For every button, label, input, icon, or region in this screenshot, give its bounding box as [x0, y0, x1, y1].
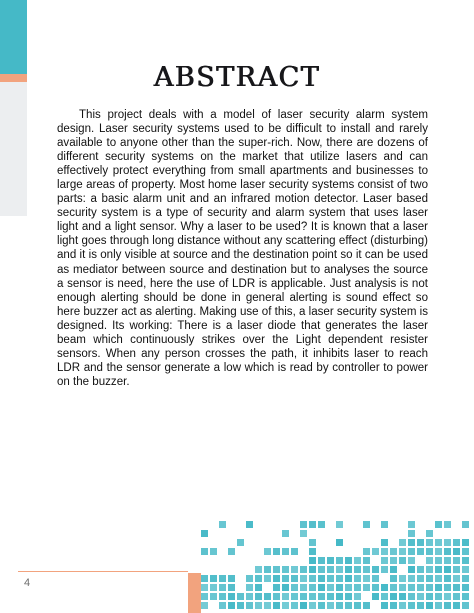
pixel-square — [309, 548, 316, 555]
pixel-square — [273, 584, 280, 591]
pixel-square — [444, 566, 451, 573]
pixel-square — [210, 575, 217, 582]
pixel-square — [210, 584, 217, 591]
pixel-square — [219, 584, 226, 591]
pixel-square — [408, 593, 415, 600]
pixel-square — [291, 575, 298, 582]
pixel-square — [282, 584, 289, 591]
pixel-square — [462, 602, 469, 609]
pixel-square — [399, 557, 406, 564]
pixel-square — [363, 548, 370, 555]
pixel-square — [309, 521, 316, 528]
pixel-square — [336, 566, 343, 573]
pixel-square — [354, 584, 361, 591]
pixel-square — [291, 584, 298, 591]
pixel-square — [417, 584, 424, 591]
pixel-square — [201, 584, 208, 591]
pixel-square — [354, 602, 361, 609]
pixel-square — [381, 521, 388, 528]
pixel-square — [219, 602, 226, 609]
pixel-square — [309, 593, 316, 600]
pixel-square — [327, 602, 334, 609]
abstract-body: This project deals with a model of laser security alarm system design. Laser security systems used to be difficult to install and rarely available to anyone other than the super-rich. Now, there are dozens of different security systems on the market that utilize lasers and can effectively protect everything from small apartments and businesses to large areas of property. Most home laser security systems consist of two parts: a basic alarm unit and an infrared motion detector. Laser based security system is a type of security and alarm system that uses laser light and a light sensor. Why a laser to be used? It is known that a laser light goes through long distance without any scattering effect (disturbing) and it is only visible at source and the destination point so it can be used as mediator between source and destination but to analyses the source a sensor is need, here the use of LDR is applicable. Just analysis is not enough alerting should be done in general alerting is sound effect so here buzzer act as alerting. Making use of this, a laser security system is designed. Its working: There is a laser diode that generates the laser beam which continuously strikes over the Light dependent resister sensors. When any person crosses the path, it inhibits laser to reach LDR and the sensor generate a low which is read by controller to power on the buzzer. — [57, 109, 428, 388]
pixel-square — [372, 575, 379, 582]
footer-divider — [18, 571, 188, 572]
pixel-square — [345, 566, 352, 573]
pixel-square — [336, 521, 343, 528]
pixel-square — [399, 575, 406, 582]
pixel-square — [417, 539, 424, 546]
pixel-square — [345, 557, 352, 564]
pixel-square — [318, 584, 325, 591]
pixel-square — [201, 548, 208, 555]
pixel-square — [219, 521, 226, 528]
pixel-square — [246, 575, 253, 582]
pixel-square — [246, 521, 253, 528]
pixel-square — [417, 548, 424, 555]
pixel-square — [345, 602, 352, 609]
pixel-square — [210, 548, 217, 555]
pixel-square — [363, 557, 370, 564]
pixel-square — [255, 566, 262, 573]
pixel-square — [381, 566, 388, 573]
pixel-square — [417, 593, 424, 600]
pixel-square — [381, 584, 388, 591]
pixel-square — [210, 593, 217, 600]
pixel-square — [399, 584, 406, 591]
pixel-square — [363, 566, 370, 573]
page-number: 4 — [24, 577, 31, 589]
pixel-square — [435, 602, 442, 609]
pixel-square — [462, 548, 469, 555]
pixel-square — [327, 593, 334, 600]
pixel-square — [435, 584, 442, 591]
pixel-square — [309, 539, 316, 546]
pixel-square — [390, 557, 397, 564]
pixel-square — [318, 575, 325, 582]
pixel-square — [408, 539, 415, 546]
pixel-square — [354, 566, 361, 573]
pixel-square — [264, 602, 271, 609]
pixel-square — [435, 557, 442, 564]
pixel-square — [462, 593, 469, 600]
pixel-square — [426, 539, 433, 546]
pixel-square — [300, 521, 307, 528]
pixel-square — [462, 566, 469, 573]
pixel-square — [291, 548, 298, 555]
pixel-square — [390, 584, 397, 591]
pixel-square — [444, 584, 451, 591]
pixel-square — [354, 557, 361, 564]
pixel-square — [264, 593, 271, 600]
pixel-square — [300, 575, 307, 582]
pixel-square — [390, 566, 397, 573]
pixel-square — [381, 548, 388, 555]
pixel-square — [300, 593, 307, 600]
pixel-square — [336, 602, 343, 609]
pixel-square — [318, 566, 325, 573]
pixel-square — [390, 602, 397, 609]
pixel-square — [264, 548, 271, 555]
pixel-square — [345, 584, 352, 591]
pixel-square — [255, 575, 262, 582]
pixel-square — [408, 521, 415, 528]
pixel-square — [273, 602, 280, 609]
pixel-square — [435, 593, 442, 600]
pixel-square — [435, 548, 442, 555]
pixel-square — [291, 602, 298, 609]
pixel-square — [309, 566, 316, 573]
pixel-square — [372, 566, 379, 573]
pixel-square — [453, 584, 460, 591]
pixel-square — [201, 602, 208, 609]
pixel-square — [453, 602, 460, 609]
pixel-square — [246, 602, 253, 609]
pixel-square — [246, 593, 253, 600]
pixel-square — [426, 593, 433, 600]
pixel-square — [282, 602, 289, 609]
pixel-square — [318, 593, 325, 600]
pixel-square — [273, 593, 280, 600]
pixel-square — [345, 575, 352, 582]
pixel-square — [435, 521, 442, 528]
pixel-square — [318, 602, 325, 609]
pixel-square — [228, 548, 235, 555]
pixel-square — [363, 584, 370, 591]
pixel-square — [282, 530, 289, 537]
pixel-square — [309, 584, 316, 591]
pixel-square — [318, 521, 325, 528]
pixel-square — [453, 539, 460, 546]
pixel-square — [417, 602, 424, 609]
pixel-square — [336, 593, 343, 600]
pixel-square — [435, 566, 442, 573]
pixel-square — [444, 557, 451, 564]
pixel-square — [264, 575, 271, 582]
pixel-square — [462, 584, 469, 591]
pixel-square — [462, 521, 469, 528]
pixel-square — [300, 602, 307, 609]
pixel-square — [219, 593, 226, 600]
pixel-square — [435, 575, 442, 582]
pixel-square — [435, 539, 442, 546]
pixel-square — [246, 584, 253, 591]
pixel-square — [408, 557, 415, 564]
pixel-square — [336, 557, 343, 564]
pixel-square — [354, 575, 361, 582]
pixel-square — [309, 557, 316, 564]
pixel-square — [237, 539, 244, 546]
pixel-square — [399, 548, 406, 555]
pixel-square — [255, 584, 262, 591]
pixel-square — [426, 566, 433, 573]
pixel-square — [363, 521, 370, 528]
pixel-square — [444, 521, 451, 528]
pixel-square — [201, 575, 208, 582]
pixel-square — [273, 548, 280, 555]
pixel-square — [417, 566, 424, 573]
pixel-square — [399, 602, 406, 609]
pixel-square — [372, 548, 379, 555]
pixel-square — [300, 584, 307, 591]
pixel-square — [282, 566, 289, 573]
pixel-square — [390, 593, 397, 600]
pixel-square — [444, 548, 451, 555]
pixel-square — [282, 593, 289, 600]
page-title: ABSTRACT — [153, 62, 321, 93]
pixel-square — [327, 566, 334, 573]
pixel-square — [201, 593, 208, 600]
pixel-square — [255, 602, 262, 609]
pixel-square — [363, 575, 370, 582]
pixel-square — [462, 557, 469, 564]
pixel-square — [219, 575, 226, 582]
pixel-square — [291, 566, 298, 573]
pixel-square — [318, 557, 325, 564]
pixel-square — [462, 539, 469, 546]
pixel-square — [426, 557, 433, 564]
pixel-square — [444, 575, 451, 582]
pixel-square — [273, 566, 280, 573]
pixel-square — [354, 593, 361, 600]
pixel-square — [399, 593, 406, 600]
pixel-square — [390, 548, 397, 555]
pixel-square — [390, 575, 397, 582]
pixel-square — [327, 557, 334, 564]
pixel-square — [237, 593, 244, 600]
pixel-square — [363, 602, 370, 609]
pixel-square — [309, 575, 316, 582]
pixel-square — [201, 530, 208, 537]
pixel-square — [453, 548, 460, 555]
decorative-pixel-pattern — [200, 520, 474, 613]
pixel-square — [381, 557, 388, 564]
pixel-square — [408, 548, 415, 555]
pixel-square — [453, 575, 460, 582]
pixel-square — [417, 575, 424, 582]
pixel-square — [372, 584, 379, 591]
pixel-square — [228, 584, 235, 591]
pixel-square — [282, 575, 289, 582]
pixel-square — [345, 593, 352, 600]
pixel-square — [444, 593, 451, 600]
pixel-square — [336, 539, 343, 546]
pixel-square — [453, 566, 460, 573]
pixel-square — [327, 575, 334, 582]
side-accent-gray — [0, 82, 27, 216]
pixel-square — [336, 584, 343, 591]
pixel-square — [426, 548, 433, 555]
pixel-square — [444, 539, 451, 546]
pixel-square — [372, 593, 379, 600]
pixel-square — [291, 593, 298, 600]
pixel-square — [300, 566, 307, 573]
pixel-square — [327, 584, 334, 591]
pixel-square — [336, 575, 343, 582]
pixel-square — [444, 602, 451, 609]
pixel-square — [408, 566, 415, 573]
pixel-square — [282, 548, 289, 555]
pixel-square — [381, 539, 388, 546]
pixel-square — [453, 593, 460, 600]
pixel-square — [228, 593, 235, 600]
pixel-square — [381, 593, 388, 600]
pixel-square — [426, 575, 433, 582]
pixel-square — [408, 602, 415, 609]
pixel-square — [309, 602, 316, 609]
pixel-square — [408, 575, 415, 582]
pixel-square — [426, 530, 433, 537]
pixel-square — [399, 539, 406, 546]
pixel-square — [228, 602, 235, 609]
pixel-square — [462, 575, 469, 582]
pixel-square — [300, 530, 307, 537]
pixel-square — [237, 602, 244, 609]
pixel-square — [426, 584, 433, 591]
pixel-square — [408, 584, 415, 591]
pixel-square — [453, 557, 460, 564]
pixel-square — [228, 575, 235, 582]
pixel-square — [426, 602, 433, 609]
pixel-square — [381, 602, 388, 609]
pixel-square — [408, 530, 415, 537]
pixel-square — [264, 566, 271, 573]
pixel-square — [255, 593, 262, 600]
pixel-square — [273, 575, 280, 582]
